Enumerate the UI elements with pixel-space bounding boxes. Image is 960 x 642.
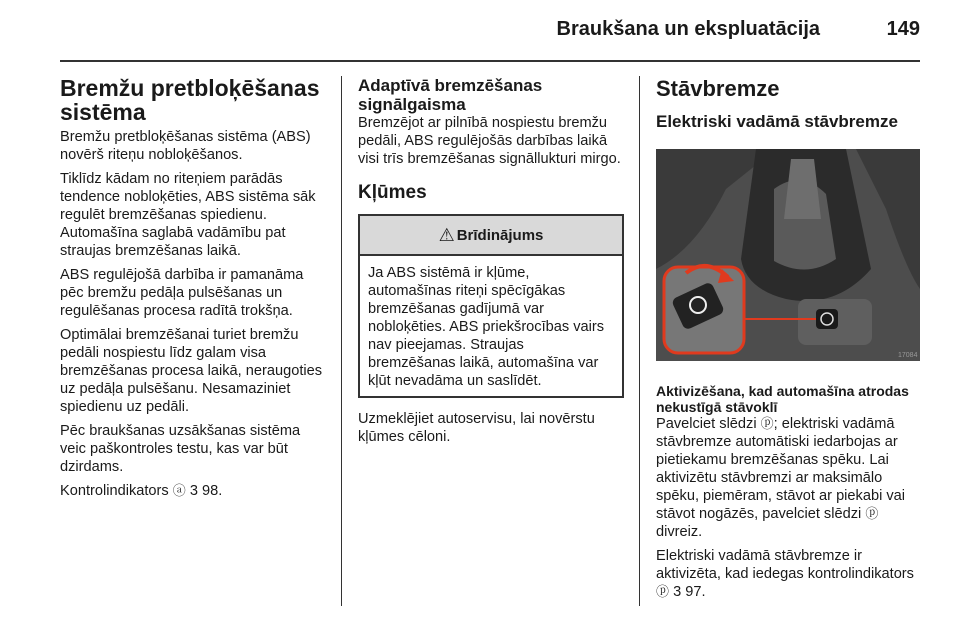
faults-heading: Kļūmes bbox=[358, 182, 427, 203]
indicator-text: Elektriski vadāmā stāvbremze ir aktivizēta, kad iedegas kontrolindikators bbox=[656, 548, 914, 582]
abs-paragraph: Optimālai bremzēšanai turiet bremžu pedāli nospiestu līdz galam visa bremzēšanas procesa laikā, neraugoties uz pedāļa pulsēšanu. Nesamaziniet spiedienu uz pedāli. bbox=[60, 327, 323, 415]
activation-paragraph bbox=[656, 415, 922, 541]
console-illustration bbox=[656, 149, 920, 361]
warning-text: Ja ABS sistēmā ir kļūme, automašīnas riteņi spēcīgākas bremzēšanas gadījumā var nobloķēties. ABS priekšrocības vairs nav pieejamas. Straujas bremzēšanas laikā, automašīna var kļūt nevadāma un saslīdēt. bbox=[368, 265, 605, 389]
column-abs bbox=[60, 76, 326, 506]
abs-heading: Bremžu pretbloķēšanas sistēma bbox=[60, 75, 320, 125]
column-divider bbox=[639, 76, 640, 606]
activation-text: Pavelciet slēdzi bbox=[656, 416, 757, 432]
indicator-paragraph bbox=[656, 547, 922, 601]
brake-light-heading: Adaptīvā bremzēšanas signālgaisma bbox=[358, 76, 543, 114]
warning-triangle-icon: ⚠ bbox=[438, 224, 455, 245]
parking-indicator-icon: ⓟ bbox=[656, 584, 670, 599]
figure-id: 17084 bbox=[898, 352, 918, 359]
abs-paragraph: Bremžu pretbloķēšanas sistēma (ABS) novērš riteņu nobloķēšanos. bbox=[60, 129, 311, 163]
column-divider bbox=[341, 76, 342, 606]
page-header bbox=[60, 0, 920, 62]
abs-paragraph: Pēc braukšanas uzsākšanas sistēma veic paškontroles testu, kas var būt dzirdams. bbox=[60, 423, 301, 475]
parking-brake-heading: Stāvbremze bbox=[656, 76, 780, 101]
parking-brake-switch-figure bbox=[656, 149, 920, 361]
indicator-label: Kontrolindikators bbox=[60, 483, 169, 499]
warning-body bbox=[360, 256, 622, 396]
abs-paragraph: Tiklīdz kādam no riteņiem parādās tendence nobloķēties, ABS sistēma sāk regulēt bremzēšanas spiedienu. Automašīna saglabā vadāmību pat straujas bremzēšanas laikā. bbox=[60, 171, 316, 259]
warning-title: Brīdinājums bbox=[456, 226, 544, 244]
page-ref-link[interactable]: 97. bbox=[685, 584, 706, 600]
parking-switch-icon: ⓟ bbox=[760, 416, 774, 431]
faults-paragraph: Uzmeklējiet autoservisu, lai novērstu kļūmes cēloni. bbox=[358, 411, 595, 445]
abs-paragraph: ABS regulējošā darbība ir pamanāma pēc bremžu pedāļa pulsēšanas un regulēšanas procesa radītā trokšņa. bbox=[60, 267, 304, 319]
electric-parking-brake-heading: Elektriski vadāmā stāvbremze bbox=[656, 112, 898, 131]
brake-light-paragraph: Bremzējot ar pilnībā nospiestu bremžu pedāli, ABS regulējošās darbības laikā visi trīs bremzēšanas signāllukturi mirgo. bbox=[358, 115, 621, 167]
page-ref-arrow-icon: 3 bbox=[189, 483, 198, 499]
activation-heading: Aktivizēšana, kad automašīna atrodas nekustīgā stāvoklī bbox=[656, 383, 909, 415]
activation-text: ; elektriski vadāmā stāvbremze automātiski iedarbojas ar pietiekamu bremzēšanas spēku. Lai aktivizētu stāvbremzi ar maksimālo spēku, piemēram, stāvot ar piekabi vai stāvot nogāzēs, pavelciet slēdzi bbox=[656, 416, 906, 522]
warning-box bbox=[358, 214, 624, 398]
abs-indicator-icon: ⓐ bbox=[172, 483, 186, 498]
running-title: Braukšana un ekspluatācija bbox=[556, 18, 820, 40]
parking-switch-icon: ⓟ bbox=[865, 506, 879, 521]
column-brake-light bbox=[358, 76, 624, 452]
page-ref-arrow-icon: 3 bbox=[673, 584, 682, 600]
activation-text: divreiz. bbox=[656, 524, 703, 540]
abs-indicator-line bbox=[60, 482, 326, 500]
warning-header bbox=[360, 216, 622, 256]
page-number: 149 bbox=[886, 18, 920, 40]
column-parking-brake bbox=[656, 76, 922, 607]
page-ref-link[interactable]: 98. bbox=[202, 483, 223, 499]
